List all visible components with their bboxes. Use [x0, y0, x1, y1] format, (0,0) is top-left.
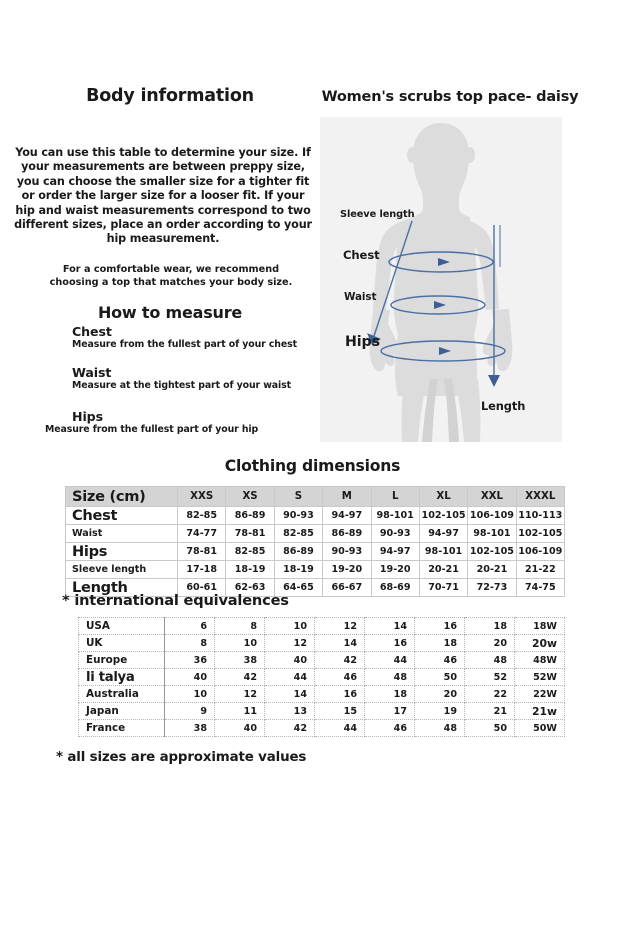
- equivalence-cell: 6: [165, 618, 215, 635]
- size-cell: 90-93: [274, 507, 322, 525]
- equivalence-cell: 14: [365, 618, 415, 635]
- equivalence-cell: 10: [165, 686, 215, 703]
- size-cell: 90-93: [323, 543, 371, 561]
- international-equivalences-table: [78, 617, 565, 737]
- figure-label-chest: Chest: [343, 248, 380, 262]
- size-cell: 20-21: [419, 561, 467, 579]
- size-cell: 82-85: [178, 507, 226, 525]
- size-cell: 94-97: [323, 507, 371, 525]
- product-title: Women's scrubs top pace- daisy: [321, 89, 579, 105]
- table-row: [66, 525, 565, 543]
- size-cell: 82-85: [226, 543, 274, 561]
- equivalence-country-italya: li talya: [79, 669, 165, 686]
- table-row: [79, 720, 565, 737]
- equivalence-cell: 40: [215, 720, 265, 737]
- size-cell: 21-22: [516, 561, 564, 579]
- equivalence-cell: 16: [315, 686, 365, 703]
- size-cell: 70-71: [419, 579, 467, 597]
- equivalence-cell: 50: [465, 720, 515, 737]
- size-cell: 64-65: [274, 579, 322, 597]
- equivalence-cell: 13: [265, 703, 315, 720]
- size-row-label-sleeve-length: Sleeve length: [66, 561, 178, 579]
- equivalence-cell: 20: [465, 635, 515, 652]
- equivalence-cell: 52: [465, 669, 515, 686]
- size-cell: 18-19: [226, 561, 274, 579]
- table-row: [66, 507, 565, 525]
- size-row-label-hips: Hips: [66, 543, 178, 561]
- equivalence-cell: 40: [265, 652, 315, 669]
- equivalence-country-uk: UK: [79, 635, 165, 652]
- size-cell: 106-109: [516, 543, 564, 561]
- equivalence-country-japan: Japan: [79, 703, 165, 720]
- equivalence-cell: 14: [265, 686, 315, 703]
- measure-desc-hips: Measure from the fullest part of your hip: [45, 424, 259, 435]
- clothing-dimensions-table: [65, 486, 565, 597]
- size-cell: 94-97: [419, 525, 467, 543]
- equivalence-country-france: France: [79, 720, 165, 737]
- size-column-header-m: M: [323, 487, 371, 507]
- size-cell: 106-109: [468, 507, 516, 525]
- size-cell: 86-89: [323, 525, 371, 543]
- section-title-how-to-measure: How to measure: [97, 303, 243, 322]
- measure-desc-chest: Measure from the fullest part of your chest: [72, 339, 297, 350]
- size-cell: 90-93: [371, 525, 419, 543]
- equivalence-cell: 38: [165, 720, 215, 737]
- table-row: [79, 703, 565, 720]
- equivalence-cell: 42: [215, 669, 265, 686]
- equivalence-cell: 50: [415, 669, 465, 686]
- size-column-header-xl: XL: [419, 487, 467, 507]
- size-table-corner-label: Size (cm): [66, 487, 178, 507]
- size-cell: 62-63: [226, 579, 274, 597]
- equivalence-cell: 18: [365, 686, 415, 703]
- equivalence-cell: 11: [215, 703, 265, 720]
- equivalence-cell: 40: [165, 669, 215, 686]
- equivalence-cell: 46: [415, 652, 465, 669]
- size-cell: 72-73: [468, 579, 516, 597]
- equivalence-cell: 46: [365, 720, 415, 737]
- equivalence-cell: 46: [315, 669, 365, 686]
- size-cell: 19-20: [323, 561, 371, 579]
- equivalence-cell: 12: [315, 618, 365, 635]
- table-row: [66, 543, 565, 561]
- size-cell: 60-61: [178, 579, 226, 597]
- equivalence-cell: 44: [365, 652, 415, 669]
- size-table-header-row: [66, 487, 565, 507]
- equivalence-cell: 38: [215, 652, 265, 669]
- size-cell: 19-20: [371, 561, 419, 579]
- size-cell: 66-67: [323, 579, 371, 597]
- equivalence-cell: 18W: [515, 618, 565, 635]
- size-cell: 20-21: [468, 561, 516, 579]
- equivalence-cell: 22: [465, 686, 515, 703]
- equivalence-cell: 10: [265, 618, 315, 635]
- size-row-label-chest: Chest: [66, 507, 178, 525]
- figure-label-sleeve-length: Sleeve length: [340, 209, 415, 220]
- female-silhouette-diagram: [320, 117, 562, 442]
- equivalence-cell: 8: [215, 618, 265, 635]
- size-cell: 78-81: [178, 543, 226, 561]
- figure-label-waist: Waist: [344, 291, 377, 303]
- size-cell: 18-19: [274, 561, 322, 579]
- size-cell: 86-89: [274, 543, 322, 561]
- equivalence-cell: 50W: [515, 720, 565, 737]
- measure-guide-chest: [72, 324, 297, 351]
- intro-paragraph: You can use this table to determine your size. If your measurements are between preppy size, you can choose the smaller size for a tighter fit or order the larger size for a looser fit. If your hip and waist measurements correspond to two different sizes, place an order according to your hip measurement.: [14, 146, 312, 246]
- equivalence-cell: 48W: [515, 652, 565, 669]
- size-cell: 82-85: [274, 525, 322, 543]
- comfort-note: For a comfortable wear, we recommend choosing a top that matches your body size.: [49, 264, 293, 288]
- equivalence-cell: 14: [315, 635, 365, 652]
- equivalence-cell: 42: [265, 720, 315, 737]
- section-title-international-equivalences: * international equivalences: [62, 592, 289, 609]
- size-cell: 102-105: [468, 543, 516, 561]
- equivalence-cell: 44: [315, 720, 365, 737]
- footer-note: * all sizes are approximate values: [56, 750, 307, 765]
- size-row-label-waist: Waist: [66, 525, 178, 543]
- body-figure-panel: [320, 117, 562, 442]
- size-cell: 17-18: [178, 561, 226, 579]
- size-column-header-xxl: XXL: [468, 487, 516, 507]
- size-column-header-s: S: [274, 487, 322, 507]
- measure-guide-hips: [45, 409, 259, 436]
- table-row: [79, 686, 565, 703]
- equivalence-cell: 44: [265, 669, 315, 686]
- measure-term-waist: Waist: [72, 365, 112, 380]
- measure-guide-waist: [72, 365, 291, 392]
- size-cell: 74-75: [516, 579, 564, 597]
- equivalence-cell: 42: [315, 652, 365, 669]
- size-cell: 68-69: [371, 579, 419, 597]
- equivalence-cell: 12: [265, 635, 315, 652]
- table-row: [79, 652, 565, 669]
- equivalence-cell: 20: [415, 686, 465, 703]
- figure-label-length: Length: [481, 399, 526, 413]
- equivalence-country-australia: Australia: [79, 686, 165, 703]
- equivalence-cell: 48: [415, 720, 465, 737]
- size-cell: 102-105: [516, 525, 564, 543]
- equivalence-cell: 16: [415, 618, 465, 635]
- table-row: [66, 561, 565, 579]
- table-row: [79, 635, 565, 652]
- measure-desc-waist: Measure at the tightest part of your waist: [72, 380, 291, 391]
- equivalence-cell: 36: [165, 652, 215, 669]
- equivalence-cell: 15: [315, 703, 365, 720]
- size-cell: 78-81: [226, 525, 274, 543]
- equivalence-country-europe: Europe: [79, 652, 165, 669]
- equivalence-cell: 10: [215, 635, 265, 652]
- figure-label-hips: Hips: [345, 334, 380, 350]
- equivalence-cell: 12: [215, 686, 265, 703]
- size-column-header-xxxl: XXXL: [516, 487, 564, 507]
- equivalence-cell: 18: [465, 618, 515, 635]
- equivalence-cell: 8: [165, 635, 215, 652]
- size-cell: 102-105: [419, 507, 467, 525]
- size-cell: 98-101: [468, 525, 516, 543]
- size-cell: 94-97: [371, 543, 419, 561]
- equivalence-cell: 9: [165, 703, 215, 720]
- equivalence-cell: 52W: [515, 669, 565, 686]
- equivalence-cell: 21: [465, 703, 515, 720]
- size-column-header-xs: XS: [226, 487, 274, 507]
- size-cell: 86-89: [226, 507, 274, 525]
- equivalence-cell: 48: [365, 669, 415, 686]
- size-row-label-length: Length: [66, 579, 178, 597]
- measure-term-hips: Hips: [72, 409, 103, 424]
- equivalence-cell: 19: [415, 703, 465, 720]
- size-cell: 98-101: [371, 507, 419, 525]
- size-column-header-l: L: [371, 487, 419, 507]
- equivalence-cell: 18: [415, 635, 465, 652]
- equivalence-cell: 48: [465, 652, 515, 669]
- size-cell: 110-113: [516, 507, 564, 525]
- equivalence-cell: 21w: [515, 703, 565, 720]
- equivalence-cell: 17: [365, 703, 415, 720]
- equivalence-country-usa: USA: [79, 618, 165, 635]
- size-column-header-xxs: XXS: [178, 487, 226, 507]
- size-cell: 74-77: [178, 525, 226, 543]
- equivalence-cell: 16: [365, 635, 415, 652]
- table-row: [79, 669, 565, 686]
- measure-term-chest: Chest: [72, 324, 112, 339]
- equivalence-cell: 20w: [515, 635, 565, 652]
- equivalence-cell: 22W: [515, 686, 565, 703]
- size-cell: 98-101: [419, 543, 467, 561]
- page-title-body-information: Body information: [86, 86, 254, 106]
- table-row: [79, 618, 565, 635]
- section-title-clothing-dimensions: Clothing dimensions: [224, 457, 401, 475]
